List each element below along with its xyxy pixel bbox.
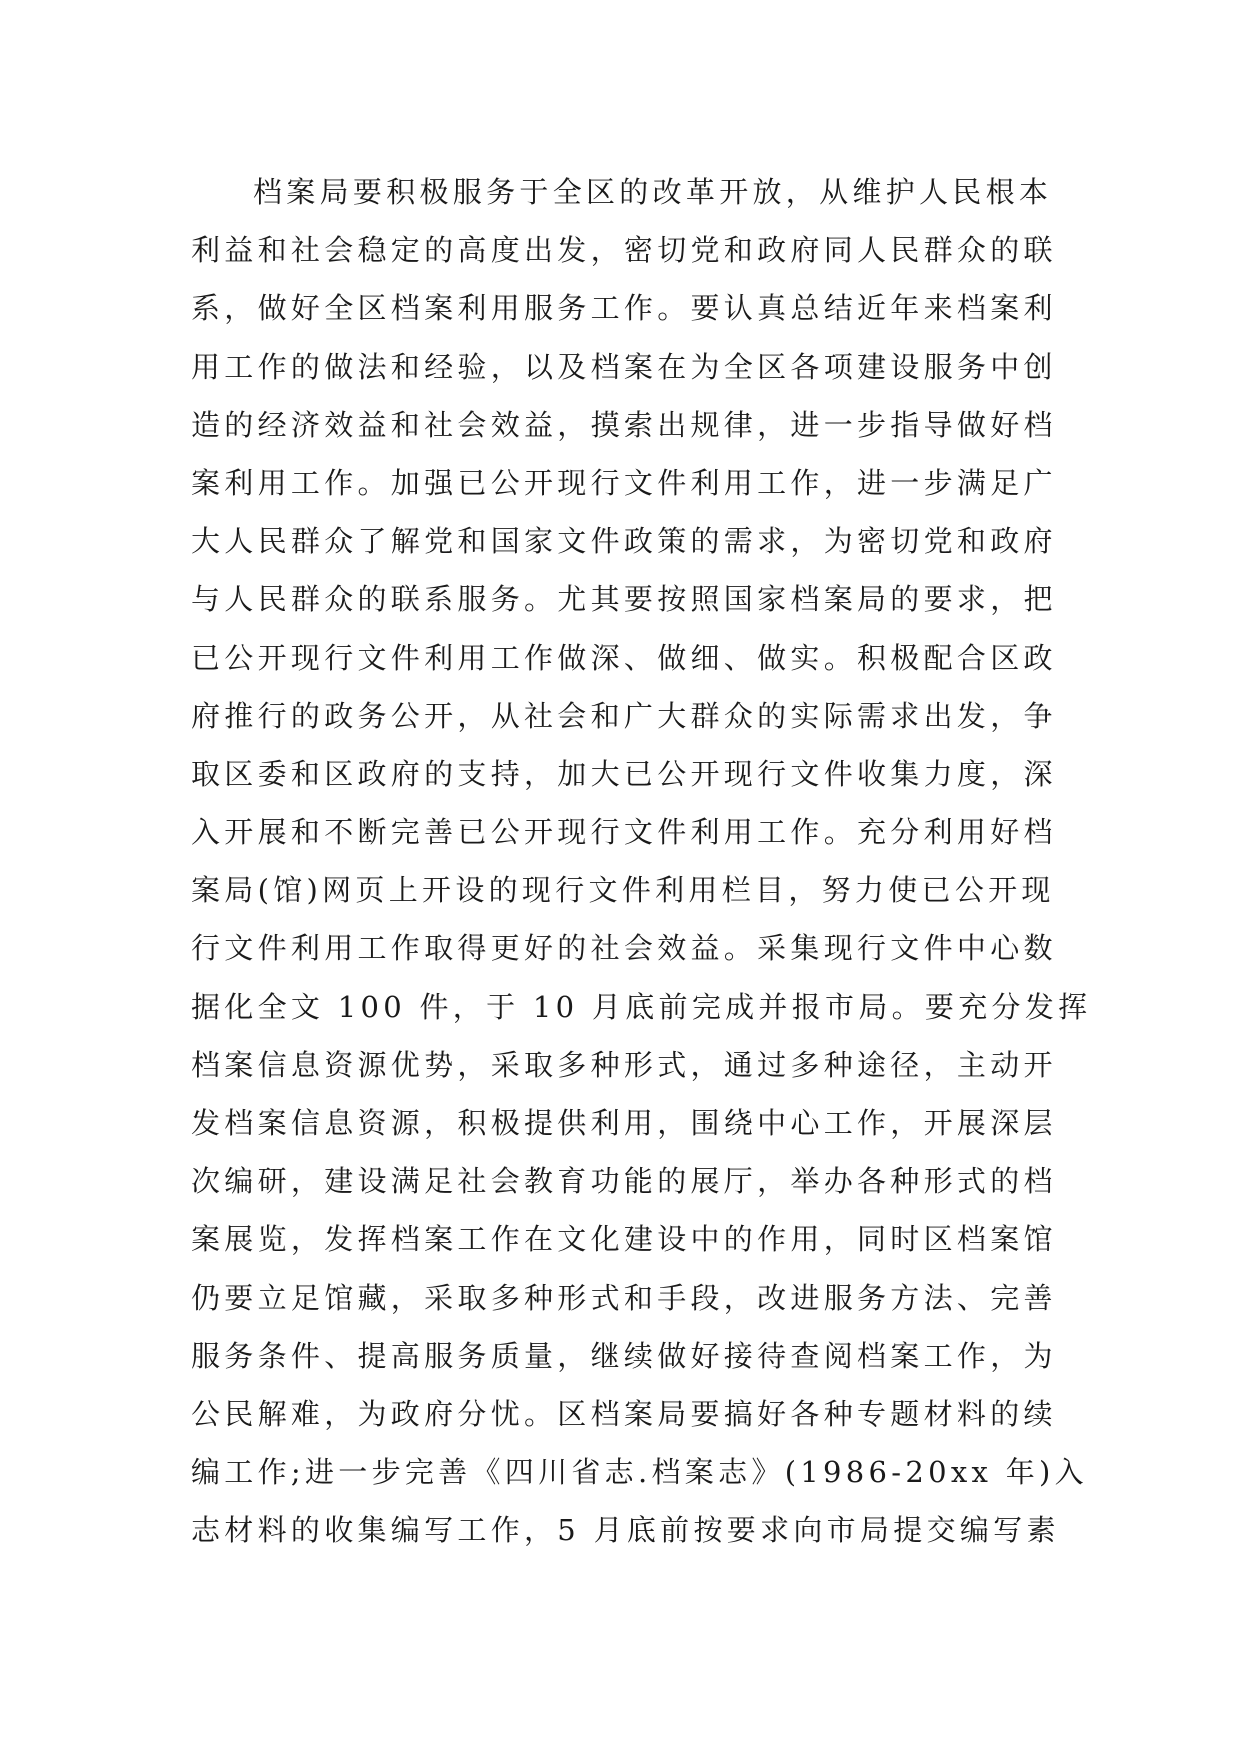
text-line-22: 公民解难，为政府分忧。区档案局要搞好各种专题材料的续 (191, 1396, 1057, 1431)
text-line-13: 案局(馆)网页上开设的现行文件利用栏目，努力使已公开现 (191, 873, 1055, 908)
text-line-6: 案利用工作。加强已公开现行文件利用工作，进一步满足广 (191, 465, 1057, 500)
text-line-15: 据化全文 100 件，于 10 月底前完成并报市局。要充分发挥 (191, 989, 1092, 1024)
text-line-14: 行文件利用工作取得更好的社会效益。采集现行文件中心数 (191, 931, 1057, 966)
text-line-16: 档案信息资源优势，采取多种形式，通过多种途径，主动开 (191, 1047, 1057, 1082)
text-line-17: 发档案信息资源，积极提供利用，围绕中心工作，开展深层 (191, 1106, 1057, 1140)
text-line-11: 取区委和区政府的支持，加大已公开现行文件收集力度，深 (191, 756, 1057, 791)
text-line-2: 利益和社会稳定的高度出发，密切党和政府同人民群众的联 (191, 233, 1057, 268)
text-line-8: 与人民群众的联系服务。尤其要按照国家档案局的要求，把 (191, 582, 1057, 617)
text-line-9: 已公开现行文件利用工作做深、做细、做实。积极配合区政 (191, 640, 1057, 675)
text-line-24: 志材料的收集编写工作，5 月底前按要求向市局提交编写素 (191, 1513, 1060, 1548)
text-line-3: 系，做好全区档案利用服务工作。要认真总结近年来档案利 (191, 291, 1057, 326)
text-line-4: 用工作的做法和经验，以及档案在为全区各项建设服务中创 (191, 349, 1057, 384)
text-line-23: 编工作;进一步完善《四川省志.档案志》(1986-20xx 年)入 (191, 1455, 1088, 1490)
text-line-21: 服务条件、提高服务质量，继续做好接待查阅档案工作，为 (191, 1338, 1057, 1373)
text-line-7: 大人民群众了解党和国家文件政策的需求，为密切党和政府 (191, 524, 1057, 559)
text-line-1: 档案局要积极服务于全区的改革开放，从维护人民根本 (253, 175, 1053, 209)
text-line-19: 案展览，发挥档案工作在文化建设中的作用，同时区档案馆 (191, 1222, 1057, 1257)
text-line-20: 仍要立足馆藏，采取多种形式和手段，改进服务方法、完善 (191, 1280, 1057, 1315)
body-paragraph (191, 163, 1092, 1560)
text-line-10: 府推行的政务公开，从社会和广大群众的实际需求出发，争 (191, 698, 1057, 733)
text-line-12: 入开展和不断完善已公开现行文件利用工作。充分利用好档 (191, 815, 1057, 850)
text-line-18: 次编研，建设满足社会教育功能的展厅，举办各种形式的档 (191, 1164, 1057, 1199)
text-line-5: 造的经济效益和社会效益，摸索出规律，进一步指导做好档 (191, 407, 1057, 442)
